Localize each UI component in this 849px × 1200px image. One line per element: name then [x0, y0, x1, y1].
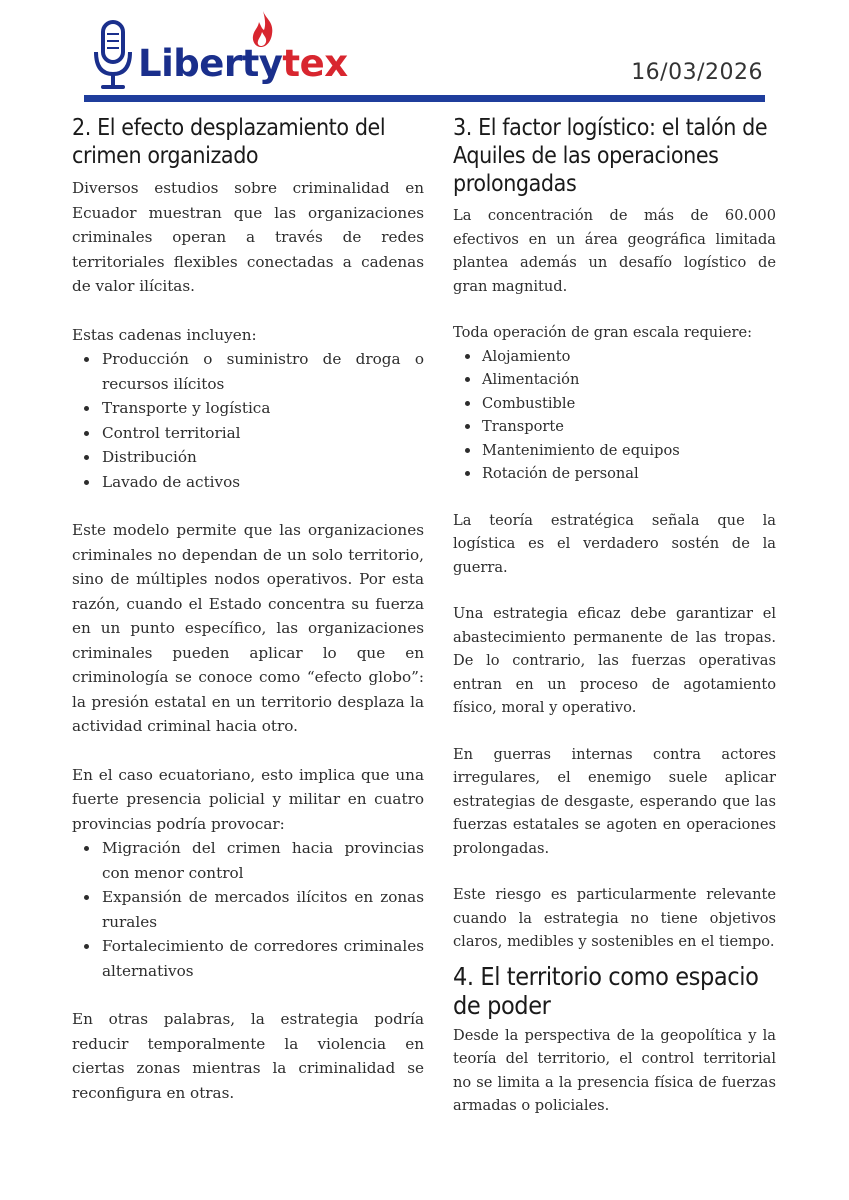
- paragraph: Este riesgo es particularmente relevante cuando la estrategia no tiene objetivos claros, medibles y sostenibles en el tiempo.: [453, 886, 776, 950]
- right-column: [453, 114, 776, 1118]
- brand-name: [138, 42, 348, 85]
- list-item: Mantenimiento de equipos: [453, 439, 776, 463]
- list-item: Producción o suministro de droga o recursos ilícitos: [72, 347, 424, 396]
- issue-date: 16/03/2026: [631, 60, 763, 85]
- paragraph: En otras palabras, la estrategia podría reducir temporalmente la violencia en ciertas zonas mientras la criminalidad se reconfigura en otras.: [72, 1010, 424, 1102]
- list-item: Distribución: [72, 445, 424, 470]
- paragraph: Estas cadenas incluyen:: [72, 325, 257, 344]
- value-chain-list: [72, 347, 424, 494]
- paragraph: Desde la perspectiva de la geopolítica y la teoría del territorio, el control territorial no se limita a la presencia física de fuerzas armadas o policiales.: [453, 1026, 776, 1114]
- paragraph: La teoría estratégica señala que la logística es el verdadero sostén de la guerra.: [453, 511, 776, 576]
- list-item: Alimentación: [453, 368, 776, 392]
- paragraph: Este modelo permite que las organizaciones criminales no dependan de un solo territorio, sino de múltiples nodos operativos. Por esta razón, cuando el Estado concentra su fuerza en un punto específico, las organizaciones criminales pueden aplicar lo que en criminología se conoce como “efecto globo”: la presión estatal en un territorio desplaza la actividad criminal hacia otro.: [72, 521, 424, 735]
- list-item: Alojamiento: [453, 345, 776, 369]
- list-item: Expansión de mercados ilícitos en zonas rurales: [72, 885, 424, 934]
- left-column: [72, 114, 424, 1105]
- list-item: Transporte: [453, 415, 776, 439]
- logistics-list: [453, 345, 776, 486]
- paragraph: Toda operación de gran escala requiere:: [453, 324, 753, 341]
- list-item: Transporte y logística: [72, 396, 424, 421]
- paragraph: En guerras internas contra actores irregulares, el enemigo suele aplicar estrategias de desgaste, esperando que las fuerzas estatales se agoten en operaciones prolongadas.: [453, 745, 776, 857]
- list-item: Migración del crimen hacia provincias con menor control: [72, 836, 424, 885]
- list-item: Combustible: [453, 392, 776, 416]
- list-item: Control territorial: [72, 421, 424, 446]
- consequences-list: [72, 836, 424, 983]
- paragraph: Una estrategia eficaz debe garantizar el abastecimiento permanente de las tropas. De lo contrario, las fuerzas operativas entran en un proceso de agotamiento físico, moral y operativo.: [453, 605, 776, 716]
- section-2-title: 2. El efecto desplazamiento del crimen organizado: [72, 115, 386, 169]
- paragraph: En el caso ecuatoriano, esto implica que una fuerte presencia policial y militar en cuatro provincias podría provocar:: [72, 765, 424, 833]
- section-3-title: 3. El factor logístico: el talón de Aquiles de las operaciones prolongadas: [453, 115, 768, 197]
- brand-part-tex: tex: [282, 42, 348, 85]
- paragraph: La concentración de más de 60.000 efectivos en un área geográfica limitada plantea además un desafío logístico de gran magnitud.: [453, 207, 776, 295]
- libertytex-logo: [92, 14, 352, 92]
- list-item: Rotación de personal: [453, 462, 776, 486]
- list-item: Lavado de activos: [72, 470, 424, 495]
- brand-part-liberty: Liberty: [138, 42, 283, 85]
- section-4-title: 4. El territorio como espacio de poder: [453, 961, 759, 1020]
- microphone-icon: [92, 20, 134, 92]
- list-item: Fortalecimiento de corredores criminales alternativos: [72, 934, 424, 983]
- paragraph: Diversos estudios sobre criminalidad en Ecuador muestran que las organizaciones criminales operan a través de redes territoriales flexibles conectadas a cadenas de valor ilícitas.: [72, 179, 424, 295]
- header-divider: [84, 95, 765, 102]
- page-header: [0, 0, 849, 110]
